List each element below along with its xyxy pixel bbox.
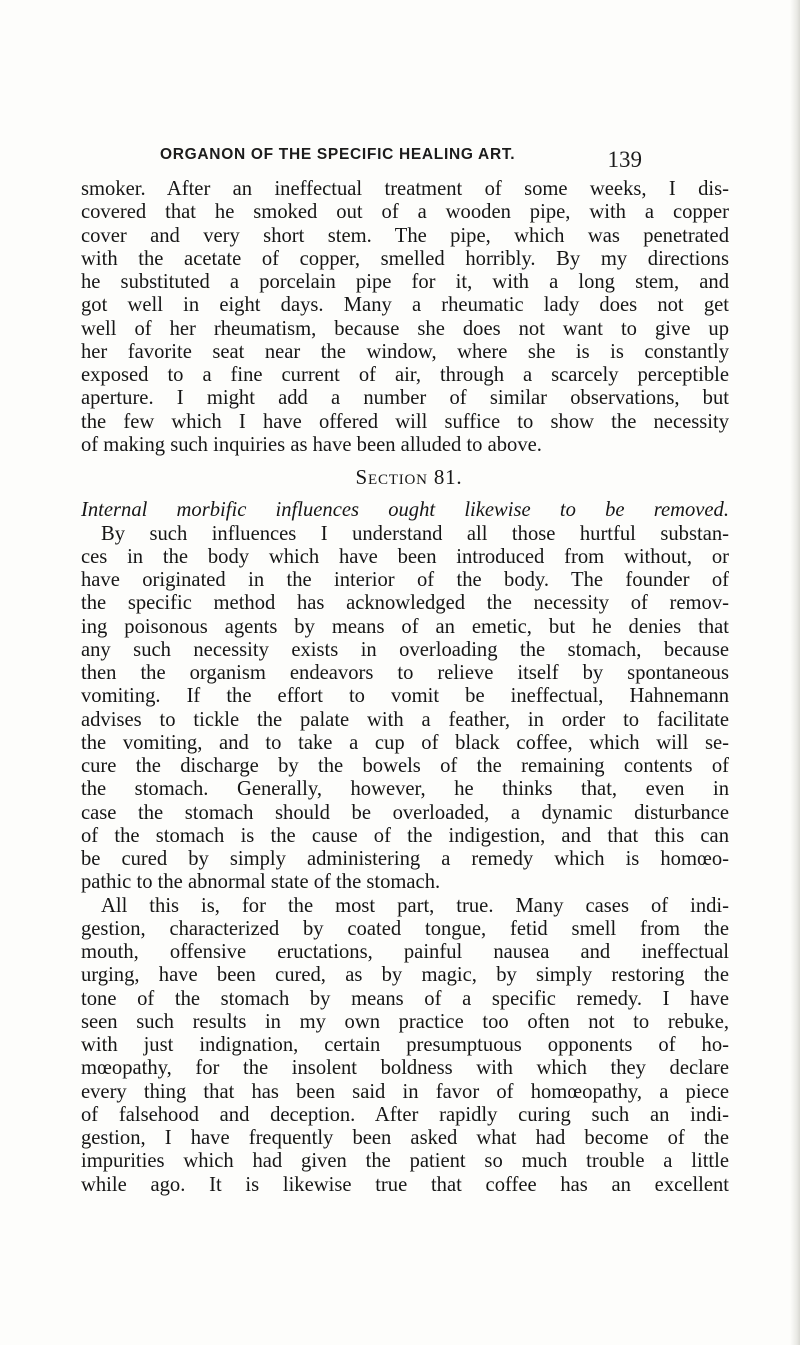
- text-line: impurities which had given the patient so much trouble a little: [81, 1150, 729, 1173]
- text-line: advises to tickle the palate with a feather, in order to facilitate: [81, 708, 729, 731]
- text-line: seen such results in my own practice too often not to rebuke,: [81, 1010, 729, 1033]
- text-line: pathic to the abnormal state of the stomach.: [81, 871, 441, 894]
- running-title: ORGANON OF THE SPECIFIC HEALING ART.: [160, 146, 516, 163]
- paragraph-3: [81, 895, 729, 1197]
- text-line: case the stomach should be overloaded, a dynamic disturbance: [81, 801, 729, 824]
- body-text: [81, 178, 729, 1197]
- text-line: urging, have been cured, as by magic, by simply restoring the: [81, 964, 729, 987]
- text-line: the stomach. Generally, however, he thinks that, even in: [81, 778, 729, 801]
- text-line: the specific method has acknowledged the necessity of remov-: [81, 592, 729, 615]
- text-line: with just indignation, certain presumptuous opponents of ho-: [81, 1034, 729, 1056]
- text-line: well of her rheumatism, because she does not want to give up: [81, 317, 729, 340]
- text-line: mouth, offensive eructations, painful nausea and ineffectual: [81, 941, 729, 963]
- text-line: of making such inquiries as have been alluded to above.: [81, 433, 542, 456]
- text-line: smoker. After an ineffectual treatment of some weeks, I dis-: [81, 178, 729, 200]
- text-line: of the stomach is the cause of the indigestion, and that this can: [81, 824, 729, 847]
- text-line: gestion, characterized by coated tongue, fetid smell from the: [81, 917, 729, 940]
- paragraph-2: [81, 523, 729, 895]
- text-line: be cured by simply administering a remedy which is homœo-: [81, 848, 729, 870]
- text-line: vomiting. If the effort to vomit be ineffectual, Hahnemann: [81, 685, 729, 708]
- page-number: 139: [607, 147, 642, 172]
- text-line: ing poisonous agents by means of an emetic, but he denies that: [81, 615, 729, 638]
- section-subheading: Internal morbific influences ought likewise to be removed.: [81, 499, 729, 522]
- text-line: All this is, for the most part, true. Many cases of indi-: [101, 894, 729, 917]
- text-line: exposed to a fine current of air, through a scarcely perceptible: [81, 364, 729, 386]
- text-line: while ago. It is likewise true that coffee has an excellent: [81, 1173, 729, 1196]
- text-line: with the acetate of copper, smelled horribly. By my directions: [81, 247, 729, 270]
- page-header: [160, 146, 642, 172]
- text-line: tone of the stomach by means of a specific remedy. I have: [81, 987, 729, 1010]
- section-heading: Section 81.: [355, 465, 463, 489]
- text-line: cure the discharge by the bowels of the remaining contents of: [81, 755, 729, 777]
- text-line: any such necessity exists in overloading the stomach, because: [81, 638, 729, 661]
- text-line: the few which I have offered will suffice to show the necessity: [81, 410, 729, 433]
- text-line: the vomiting, and to take a cup of black coffee, which will se-: [81, 731, 729, 754]
- paragraph-1: [81, 178, 729, 457]
- text-line: By such influences I understand all those hurtful substan-: [101, 522, 729, 545]
- text-line: ces in the body which have been introduced from without, or: [81, 545, 729, 568]
- text-line: have originated in the interior of the body. The founder of: [81, 569, 729, 591]
- page-edge-shadow: [790, 0, 800, 1345]
- text-line: covered that he smoked out of a wooden pipe, with a copper: [81, 201, 729, 224]
- text-line: cover and very short stem. The pipe, which was penetrated: [81, 224, 729, 247]
- text-line: her favorite seat near the window, where she is is constantly: [81, 340, 729, 363]
- text-line: every thing that has been said in favor of homœopathy, a piece: [81, 1080, 729, 1103]
- text-line: aperture. I might add a number of similar observations, but: [81, 387, 729, 410]
- text-line: got well in eight days. Many a rheumatic lady does not get: [81, 294, 729, 317]
- text-line: of falsehood and deception. After rapidly curing such an indi-: [81, 1103, 729, 1126]
- text-line: then the organism endeavors to relieve itself by spontaneous: [81, 662, 729, 684]
- text-line: gestion, I have frequently been asked what had become of the: [81, 1127, 729, 1149]
- text-line: mœopathy, for the insolent boldness with which they declare: [81, 1057, 729, 1080]
- text-line: he substituted a porcelain pipe for it, with a long stem, and: [81, 271, 729, 293]
